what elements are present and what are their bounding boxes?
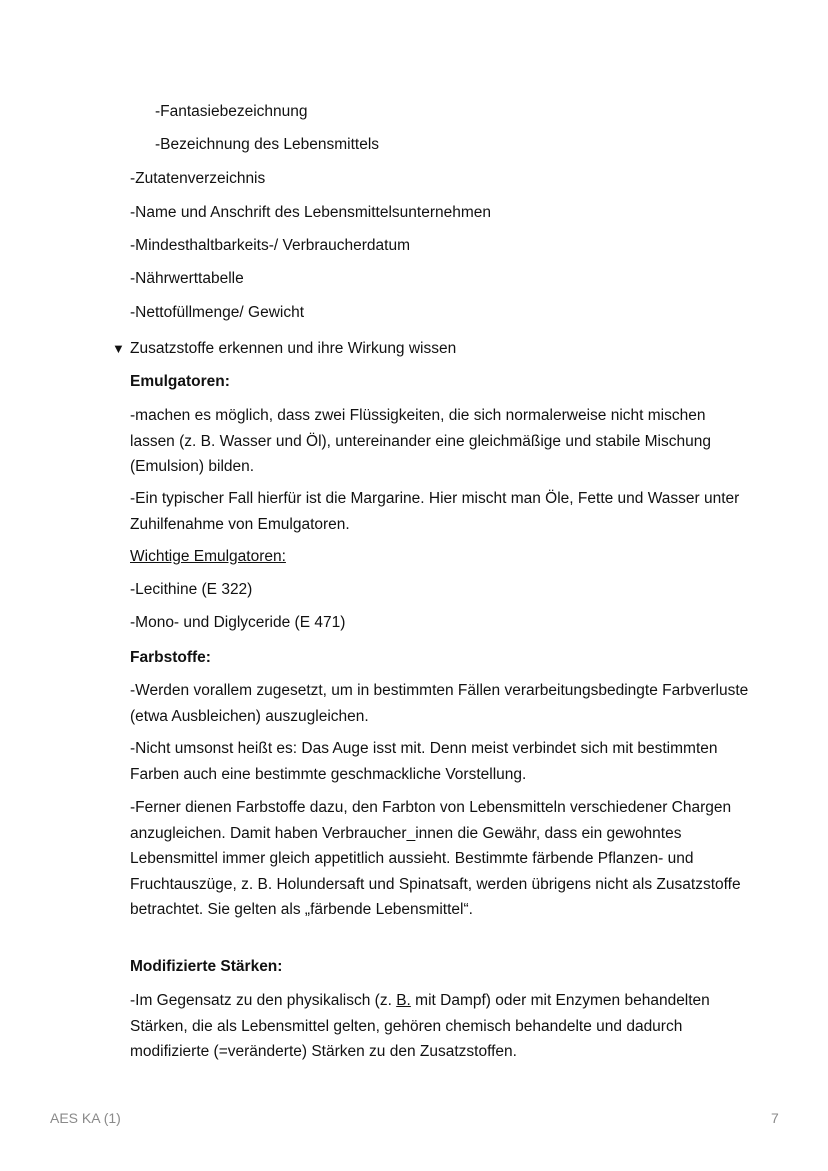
list-item-diglyceride: -Mono- und Diglyceride (E 471) bbox=[130, 614, 346, 631]
paragraph-farbstoffe-zweck: -Werden vorallem zugesetzt, um in bestimmten Fällen verarbeitungsbedingte Farbverluste (etwa Ausbleichen) auszugleichen. bbox=[130, 682, 749, 725]
list-item-fantasiebezeichnung: -Fantasiebezeichnung bbox=[155, 103, 308, 120]
paragraph-emulgatoren-margarine: -Ein typischer Fall hierfür ist die Margarine. Hier mischt man Öle, Fette und Wasser unter Zuhilfenahme von Emulgatoren. bbox=[130, 490, 740, 533]
abbreviation-b: B. bbox=[396, 992, 411, 1009]
paragraph-staerken-start: -Im Gegensatz zu den physikalisch (z. bbox=[130, 992, 397, 1009]
heading-emulgatoren: Emulgatoren: bbox=[130, 373, 230, 390]
list-item-name-anschrift: -Name und Anschrift des Lebensmittelsunternehmen bbox=[130, 204, 492, 221]
triangle-down-icon[interactable]: ▼ bbox=[112, 341, 125, 356]
footer-page-number: 7 bbox=[771, 1110, 779, 1126]
paragraph-farbstoffe-farbton: -Ferner dienen Farbstoffe dazu, den Farbton von Lebensmitteln verschiedener Chargen anzugleichen. Damit haben Verbraucher_innen die Gewähr, dass ein gewohntes Lebensmittel immer gleich appetitlich aussieht. Bestimmte färbende Pflanzen- und Fruchtauszüge, z. B. Holundersaft und Spinatsaft, werden übrigens nicht als Zusatzstoffe betrachtet. Sie gelten als „färbende Lebensmittel“. bbox=[130, 799, 741, 918]
list-item-nettofuellmenge: -Nettofüllmenge/ Gewicht bbox=[130, 304, 305, 321]
list-item-zutatenverzeichnis: -Zutatenverzeichnis bbox=[130, 170, 266, 187]
heading-farbstoffe: Farbstoffe: bbox=[130, 649, 211, 666]
list-item-lecithine: -Lecithine (E 322) bbox=[130, 581, 253, 598]
paragraph-emulgatoren-definition: -machen es möglich, dass zwei Flüssigkeiten, die sich normalerweise nicht mischen lassen (z. B. Wasser und Öl), untereinander eine gleichmäßige und stabile Mischung (Emulsion) bilden. bbox=[130, 407, 711, 475]
heading-modifizierte-staerken: Modifizierte Stärken: bbox=[130, 958, 283, 975]
list-item-naehrwerttabelle: -Nährwerttabelle bbox=[130, 270, 244, 287]
list-item-bezeichnung: -Bezeichnung des Lebensmittels bbox=[155, 136, 380, 153]
toggle-title[interactable]: Zusatzstoffe erkennen und ihre Wirkung wissen bbox=[130, 340, 457, 357]
paragraph-staerken-end: mit Dampf) oder mit Enzymen behandelten Stärken, die als Lebensmittel gelten, gehören chemisch behandelte und dadurch modifizierte (=veränderte) Stärken zu den Zusatzstoffen. bbox=[130, 992, 710, 1060]
label-wichtige-emulgatoren: Wichtige Emulgatoren: bbox=[130, 548, 286, 565]
list-item-mindesthaltbarkeit: -Mindesthaltbarkeits-/ Verbraucherdatum bbox=[130, 237, 410, 254]
paragraph-farbstoffe-auge: -Nicht umsonst heißt es: Das Auge isst mit. Denn meist verbindet sich mit bestimmten Farben auch eine bestimmte geschmackliche Vorstellung. bbox=[130, 740, 718, 783]
footer-document-name: AES KA (1) bbox=[50, 1110, 121, 1126]
paragraph-modifizierte-staerken bbox=[130, 988, 750, 1065]
